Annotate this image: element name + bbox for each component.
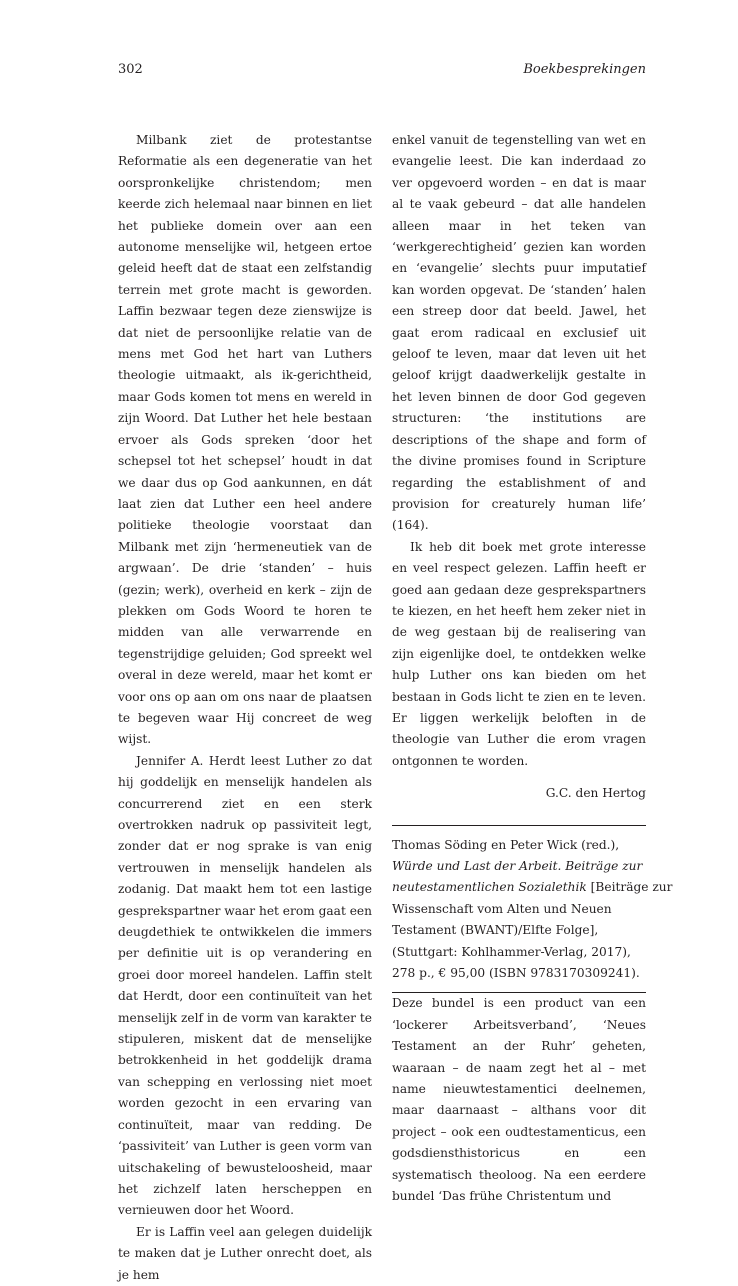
body-paragraph: Er is Laffin veel aan gelegen duidelijk te maken dat je Luther onrecht doet, als je hem xyxy=(118,1224,372,1282)
right-column xyxy=(392,130,673,1208)
citation-pages-price: 278 p., € 95,00 (ISBN 9783170309241). xyxy=(392,966,640,981)
citation-series: [Beiträge zur xyxy=(586,880,673,895)
left-column xyxy=(118,130,372,1286)
running-head: Boekbesprekingen xyxy=(523,62,646,77)
body-paragraph: Ik heb dit boek met grote interesse en veel respect gelezen. Laffin heeft er goed aan gedaan deze gesprekspartners te kiezen, en het heeft hem zeker niet in de weg gestaan bij de realisering van zijn eigenlijke doel, te ontdekken welke hulp Luther ons kan bieden om het bestaan in Gods licht te zien en te leven. Er liggen werkelijk beloften in de theologie van Luther die erom vragen ontgonnen te worden. xyxy=(392,539,646,768)
reviewer-signature: G.C. den Hertog xyxy=(545,786,646,801)
page-number: 302 xyxy=(118,62,143,77)
body-paragraph: Jennifer A. Herdt leest Luther zo dat hij goddelijk en menselijk handelen als concurrerend ziet en een sterk overtrokken nadruk op passiviteit legt, zonder dat er nog sprake is van enig vertrouwen in menselijk handelen als zodanig. Dat maakt hem tot een lastige gesprekspartner waar het erom gaat een deugdethiek te ontwikkelen die immers per definitie uit is op verandering en groei door moreel handelen. Laffin stelt dat Herdt, door een continuïteit van het menselijk zelf in de vorm van karakter te stipuleren, miskent dat de menselijke betrokkenheid in het goddelijk drama van schepping en verlossing niet moet worden gezocht in een ervaring van continuïteit, maar van redding. De ‘passiviteit’ van Luther is geen vorm van uitschakeling of bewusteloosheid, maar het zichzelf laten herscheppen en vernieuwen door het Woord. xyxy=(118,753,372,1218)
body-paragraph: enkel vanuit de tegenstelling van wet en evangelie leest. Die kan inderdaad zo ver opgevoerd worden – en dat is maar al te vaak gebeurd – dat alle handelen alleen maar in het teken van ‘werkgerechtigheid’ gezien kan worden en ‘evangelie’ slechts puur imputatief kan worden opgevat. De ‘standen’ halen een streep door dat beeld. Jawel, het gaat erom radicaal en exclusief uit geloof te leven, maar dat leven uit het geloof krijgt daadwerkelijk gestalte in het leven binnen de door God gegeven structuren: ‘the institutions are descriptions of the shape and form of the divine promises found in Scripture regarding the establishment of and provision for creaturely human life’ (164). xyxy=(392,133,646,533)
citation-series-line: Wissenschaft vom Alten und Neuen xyxy=(392,901,612,916)
body-paragraph: Milbank ziet de protestantse Reformatie als een degeneratie van het oorspronkelijke christendom; men keerde zich helemaal naar binnen en liet het publieke domein over aan een autonome menselijke wil, hetgeen ertoe geleid heeft dat de staat een zelfstandig terrein met grote macht is geworden. Laffin bezwaar tegen deze zienswijze is dat niet de persoonlijke relatie van de mens met God het hart van Luthers theologie uitmaakt, als ik-gerichtheid, maar Gods komen tot mens en wereld in zijn Woord. Dat Luther het hele bestaan ervoer als Gods spreken ‘door het schepsel tot het schepsel’ houdt in dat we daar dus op God aankunnen, en dát laat zien dat Luther een heel andere politieke theologie voorstaat dan Milbank met zijn ‘hermeneutiek van de argwaan’. De drie ‘standen’ – huis (gezin; werk), overheid en kerk – zijn de plekken om Gods Woord te horen te midden van alle verwarrende en tegenstrijdige geluiden; God spreekt wel overal in deze wereld, maar het komt er voor ons op aan om ons naar de plaatsen te begeven waar Hij concreet de weg wijst. xyxy=(118,133,372,747)
citation-authors: Thomas Söding en Peter Wick (red.), xyxy=(392,837,620,852)
citation-series-line: Testament (BWANT)/Elfte Folge], xyxy=(392,923,599,938)
review-paragraph: Deze bundel is een product van een ‘lockerer Arbeitsverband’, ‘Neues Testament an der Ruhr’ geheten, waaraan – de naam zegt het al – met name nieuwtestamentici deelnemen, maar daarnaast – althans voor dit project – ook een oudtestamenticus, een godsdiensthistoricus en een systematisch theoloog. Na een eerdere bundel ‘Das frühe Christentum und xyxy=(392,996,646,1204)
citation-title-line-2 xyxy=(392,877,673,898)
page-header xyxy=(118,62,646,84)
citation-title-line: Würde und Last der Arbeit. Beiträge zur xyxy=(392,859,643,873)
divider-rule xyxy=(392,825,646,826)
citation-subtitle: neutestamentlichen Sozialethik xyxy=(392,880,587,895)
citation-publisher: (Stuttgart: Kohlhammer-Verlag, 2017), xyxy=(392,944,631,959)
book-citation xyxy=(392,835,673,985)
